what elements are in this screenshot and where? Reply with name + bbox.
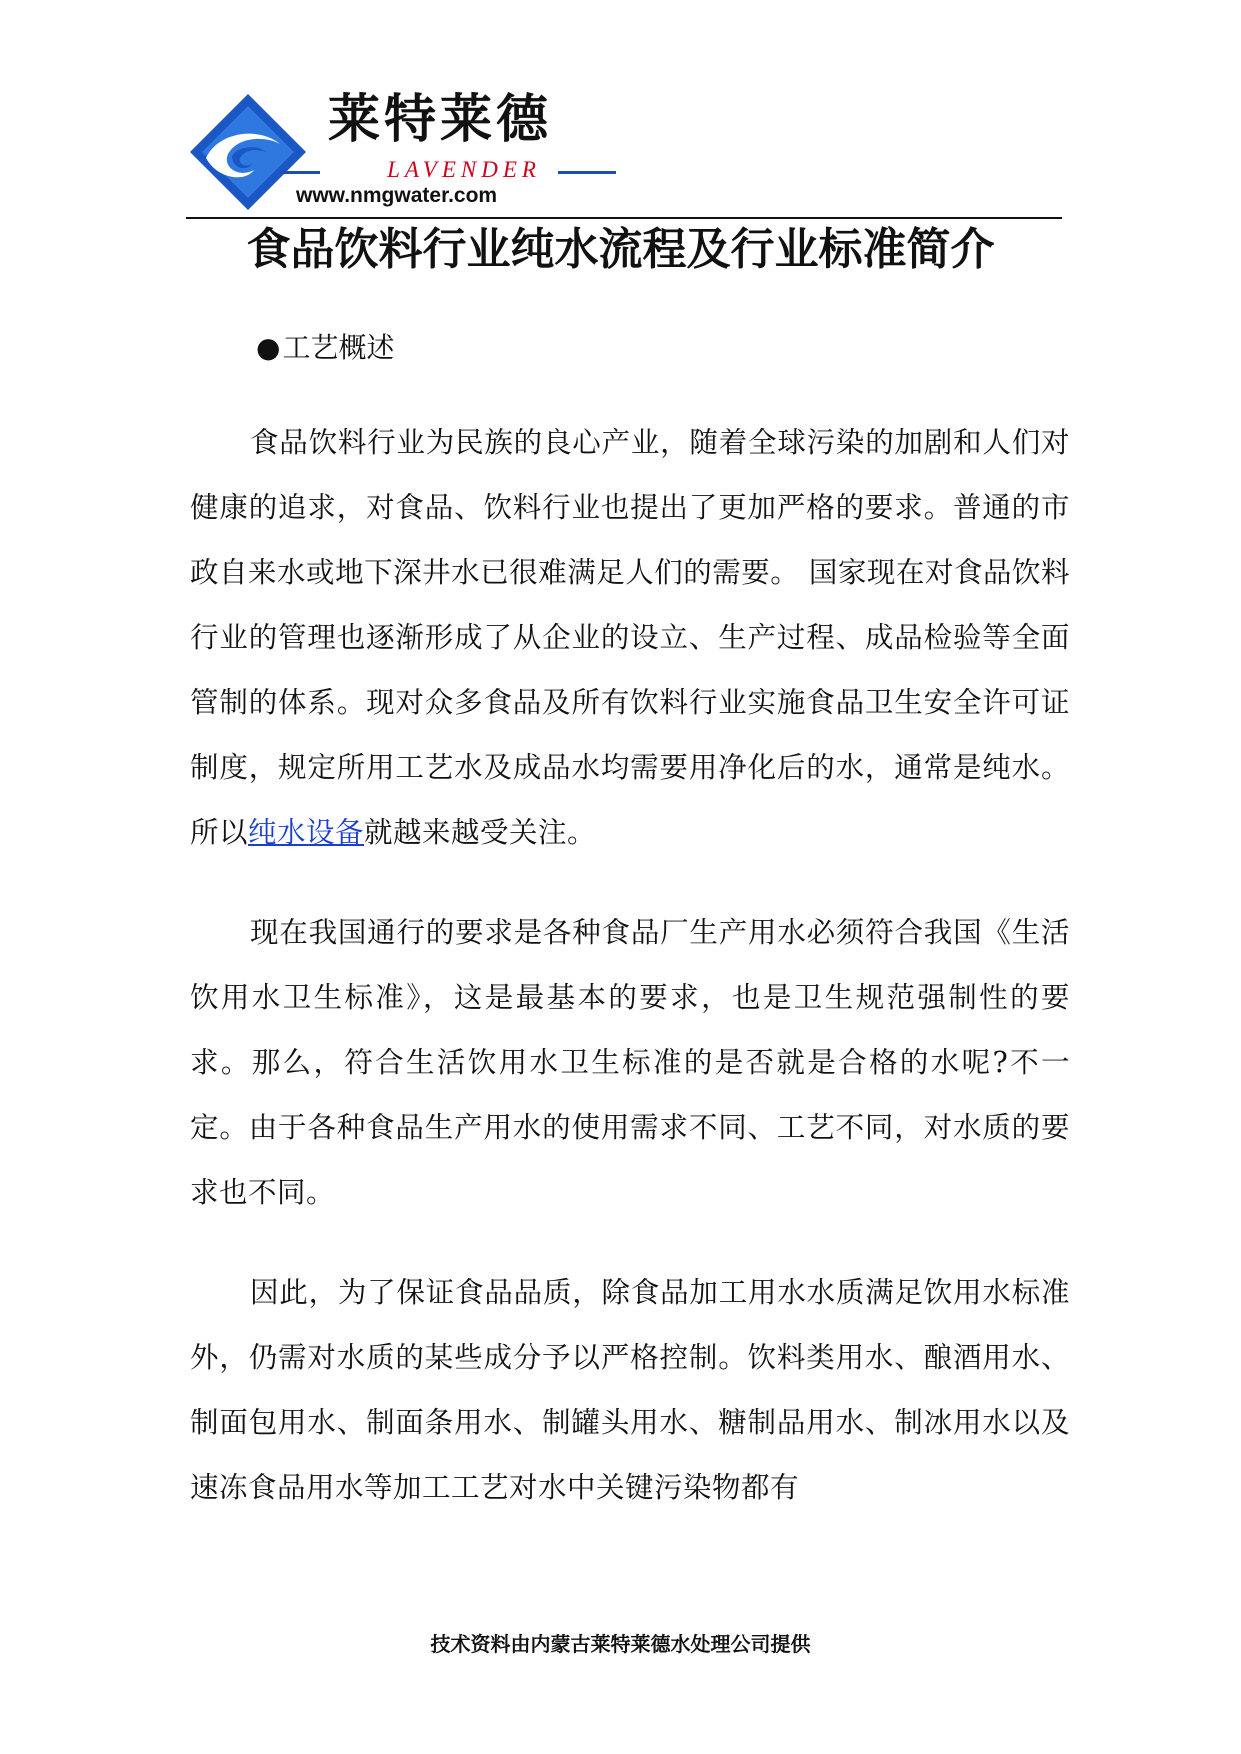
brand-name-cn: 莱特莱德 (328, 90, 553, 150)
pure-water-equipment-link[interactable]: 纯水设备 (248, 816, 365, 849)
page-footer: 技术资料由内蒙古莱特莱德水处理公司提供 (430, 1632, 811, 1656)
paragraph-text: 食品饮料行业为民族的良心产业，随着全球污染的加剧和人们对健康的追求，对食品、饮料行业也提出了更加严格的要求。普通的市政自来水或地下深井水已很难满足人们的需要。 国家现在对食品饮料行业的管理也逐渐形成了从企业的设立、生产过程、成品检验等全面管制的体系。现对众多食品及所有饮料行业实施食品卫生安全许可证制度，规定所用工艺水及成品水均需要用净化后的水，通常是纯水。所以 (190, 426, 1070, 849)
company-logo (188, 92, 628, 212)
paragraph-quality-control: 因此，为了保证食品品质，除食品加工用水水质满足饮用水标准外，仍需对水质的某些成分予以严格控制。饮料类用水、酿酒用水、制面包用水、制面条用水、制罐头用水、糖制品用水、制冰用水以及速冻食品用水等加工工艺对水中关键污染物都有 (190, 1276, 1070, 1504)
bullet-icon: ● (256, 331, 281, 364)
section-heading-text: 工艺概述 (282, 331, 395, 364)
paragraph-text: 就越来越受关注。 (364, 816, 597, 849)
diamond-wave-logo-icon (188, 92, 308, 212)
paragraph-standards: 现在我国通行的要求是各种食品厂生产用水必须符合我国《生活饮用水卫生标准》，这是最基本的要求，也是卫生规范强制性的要求。那么，符合生活饮用水卫生标准的是否就是合格的水呢?不一定。由于各种食品生产用水的使用需求不同、工艺不同，对水质的要求也不同。 (190, 916, 1070, 1209)
paragraph-overview (190, 410, 1070, 865)
brand-name-en: LAVENDER (387, 157, 541, 182)
section-heading (256, 326, 394, 366)
document-title: 食品饮料行业纯水流程及行业标准简介 (246, 224, 995, 275)
header-divider (186, 217, 1062, 219)
brand-line-right (558, 171, 616, 174)
brand-url: www.nmgwater.com (296, 184, 498, 207)
